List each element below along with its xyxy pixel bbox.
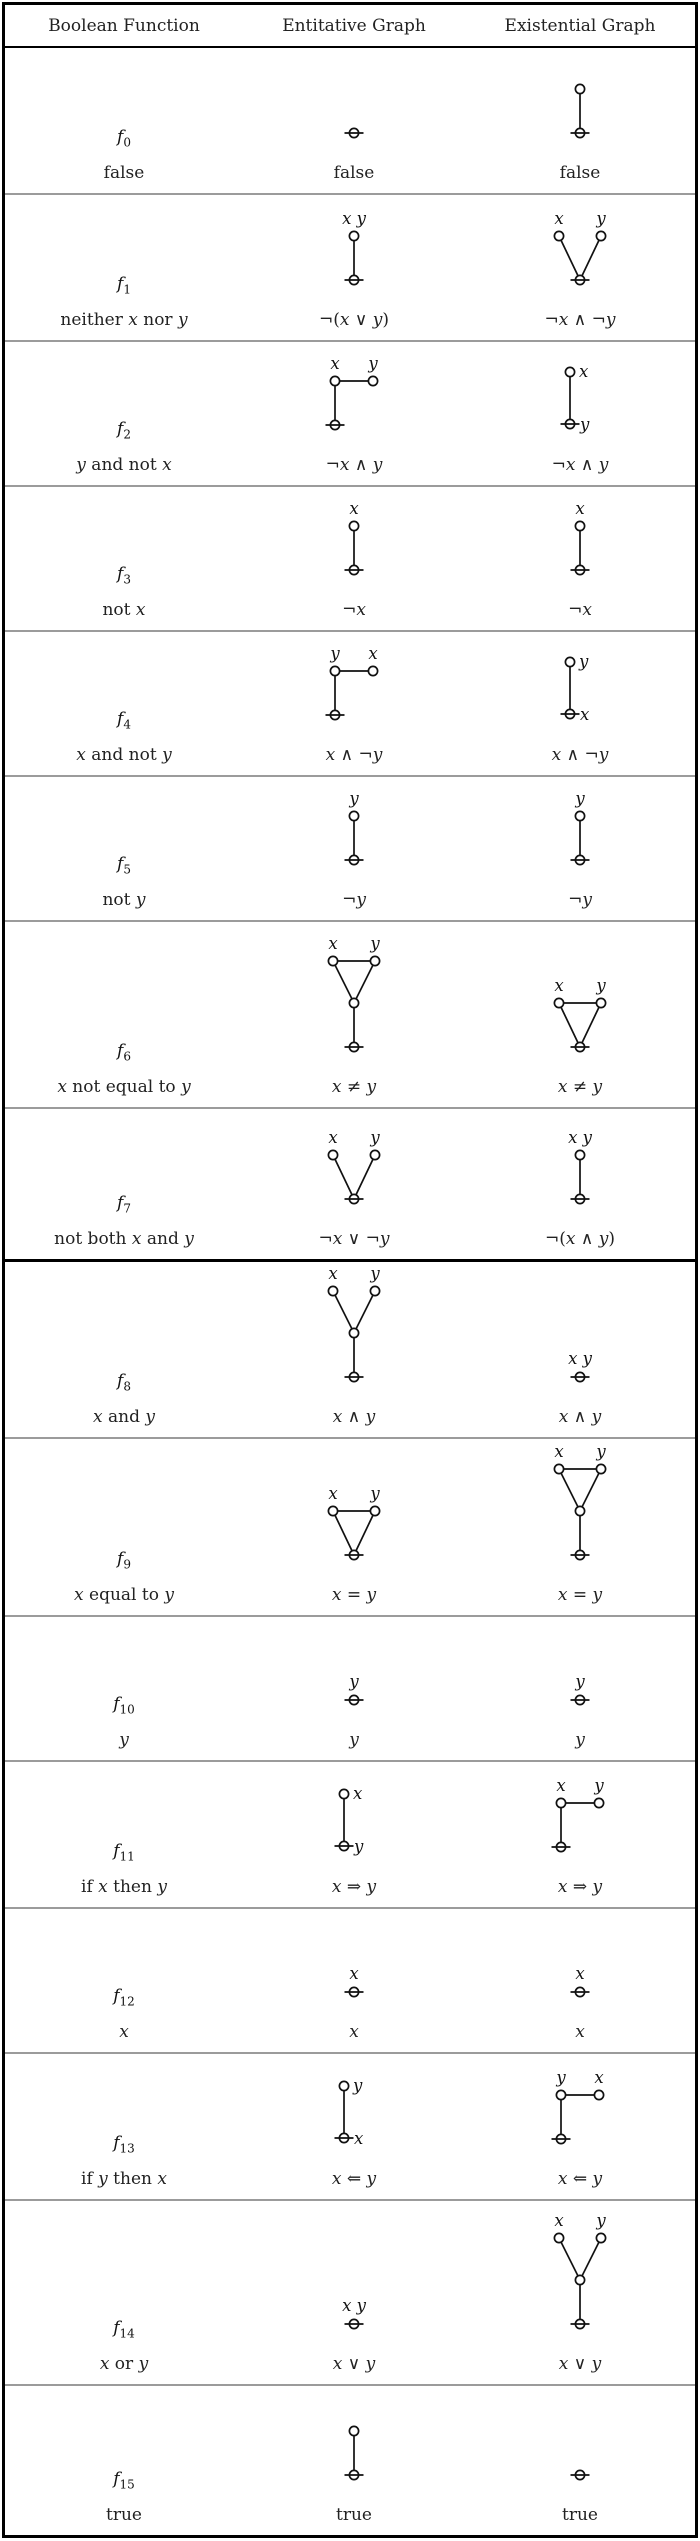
existential-cell <box>465 1109 695 1259</box>
entitative-cell <box>243 2201 465 2384</box>
function-description: y and not x <box>76 455 172 475</box>
function-cell <box>5 1439 243 1615</box>
entitative-formula: x ∨ y <box>332 2354 376 2374</box>
circle-node <box>328 956 337 965</box>
circle-node <box>575 1506 584 1515</box>
entitative-cell <box>243 777 465 920</box>
existential-formula: x = y <box>557 1585 603 1605</box>
entitative-formula: x ⇒ y <box>331 1877 377 1897</box>
table-row <box>5 775 695 920</box>
entitative-formula: x <box>349 2022 359 2042</box>
entitative-graph-diagram <box>311 1266 397 1389</box>
existential-cell <box>465 1909 695 2052</box>
existential-formula: y <box>575 1730 585 1750</box>
function-description: not x <box>102 600 146 620</box>
circle-node <box>328 1286 337 1295</box>
existential-cell <box>465 1262 695 1437</box>
function-cell <box>5 2386 243 2535</box>
circle-node <box>370 1150 379 1159</box>
variable-label: x <box>554 1444 564 1461</box>
function-name: $f_8$ <box>117 1371 131 1394</box>
function-description: x and y <box>93 1407 155 1427</box>
function-name: $f_{12}$ <box>113 1986 135 2009</box>
variable-label: y <box>354 1837 364 1856</box>
variable-label: y <box>349 791 359 808</box>
circle-node <box>565 367 574 376</box>
entitative-graph-diagram <box>332 2298 376 2336</box>
variable-label: x <box>554 211 564 228</box>
existential-graph-diagram <box>562 78 598 145</box>
variable-label: x <box>328 1130 338 1147</box>
existential-graph-diagram <box>537 211 623 292</box>
entitative-cell <box>243 1262 465 1437</box>
circle-node <box>349 231 358 240</box>
entitative-formula: false <box>333 163 375 183</box>
variable-label: y <box>368 356 378 373</box>
existential-cell <box>465 48 695 193</box>
entitative-formula: x ≠ y <box>331 1077 377 1097</box>
table-row <box>5 48 695 193</box>
function-cell <box>5 1909 243 2052</box>
function-description: x or y <box>99 2354 149 2374</box>
table-row <box>5 193 695 340</box>
existential-graph-diagram <box>558 1130 602 1211</box>
circle-node <box>330 376 339 385</box>
entitative-graph-diagram <box>336 122 372 145</box>
function-cell <box>5 1109 243 1259</box>
existential-formula: x <box>575 2022 585 2042</box>
entitative-graph-diagram <box>330 1782 378 1859</box>
entitative-cell <box>243 1762 465 1907</box>
table-row <box>5 2384 695 2535</box>
circle-node <box>556 1798 565 1807</box>
existential-formula: x ⇒ y <box>557 1877 603 1897</box>
variable-label: x <box>328 1486 338 1503</box>
function-name: $f_3$ <box>117 564 131 587</box>
variable-label: x <box>368 646 378 663</box>
function-description: x not equal to y <box>57 1077 191 1097</box>
entitative-formula: ¬x ∧ y <box>325 455 383 475</box>
entitative-formula: x = y <box>331 1585 377 1605</box>
existential-formula: false <box>559 163 601 183</box>
function-description: neither x nor y <box>60 310 188 330</box>
variable-label: x <box>579 362 589 381</box>
function-cell <box>5 487 243 630</box>
variable-label: y <box>596 1444 606 1461</box>
circle-node <box>349 521 358 530</box>
circle-node <box>565 657 574 666</box>
variable-label: y <box>575 1674 585 1691</box>
function-description: if x then y <box>81 1877 167 1897</box>
existential-graph-diagram <box>558 1351 602 1389</box>
existential-graph-diagram <box>562 2464 598 2487</box>
function-cell <box>5 632 243 775</box>
entitative-formula: ¬(x ∨ y) <box>319 310 389 330</box>
existential-graph-diagram <box>556 360 604 437</box>
function-name: $f_0$ <box>117 127 131 150</box>
existential-formula: x ≠ y <box>557 1077 603 1097</box>
variable-label: x <box>353 1784 363 1803</box>
variable-label: y <box>594 1778 604 1795</box>
entitative-graph-diagram <box>311 1486 397 1567</box>
circle-node <box>328 1506 337 1515</box>
function-description: if y then x <box>81 2169 167 2189</box>
header-existential-graph: Existential Graph <box>504 15 656 36</box>
entitative-graph-diagram <box>311 1130 397 1211</box>
circle-node <box>370 1506 379 1515</box>
entitative-formula: x ⇐ y <box>331 2169 377 2189</box>
function-name: $f_4$ <box>117 709 131 732</box>
existential-formula: ¬x <box>568 600 592 620</box>
existential-formula: ¬y <box>568 890 592 910</box>
existential-graph-diagram <box>556 650 604 727</box>
circle-node <box>339 2081 348 2090</box>
variable-label: y <box>596 211 606 228</box>
function-name: $f_9$ <box>117 1549 131 1572</box>
table-row <box>5 1907 695 2052</box>
existential-formula: x ∧ ¬y <box>551 745 609 765</box>
circle-node <box>575 811 584 820</box>
table-row <box>5 1760 695 1907</box>
table-row <box>5 1615 695 1760</box>
function-name: $f_{11}$ <box>113 1841 135 1864</box>
table-row <box>5 1107 695 1259</box>
boolean-function-graph-table <box>2 2 698 2538</box>
entitative-formula: y <box>349 1730 359 1750</box>
entitative-formula: ¬x <box>342 600 366 620</box>
function-cell <box>5 922 243 1107</box>
function-cell <box>5 777 243 920</box>
existential-graph-diagram <box>541 2070 619 2151</box>
existential-formula: ¬(x ∧ y) <box>545 1229 615 1249</box>
variable-label: x <box>328 936 338 953</box>
function-cell <box>5 1762 243 1907</box>
variable-label: y <box>353 2076 363 2095</box>
circle-node <box>368 666 377 675</box>
entitative-cell <box>243 487 465 630</box>
entitative-cell <box>243 195 465 340</box>
entitative-cell <box>243 2386 465 2535</box>
existential-cell <box>465 2386 695 2535</box>
entitative-formula: ¬y <box>342 890 366 910</box>
entitative-graph-diagram <box>315 356 393 437</box>
variable-label: x <box>349 1966 359 1983</box>
circle-node <box>594 1798 603 1807</box>
circle-node <box>368 376 377 385</box>
existential-cell <box>465 777 695 920</box>
function-cell <box>5 48 243 193</box>
existential-formula: true <box>562 2505 598 2525</box>
entitative-graph-diagram <box>311 936 397 1059</box>
existential-cell <box>465 632 695 775</box>
table-header <box>5 5 695 48</box>
entitative-graph-diagram <box>336 501 372 582</box>
existential-cell <box>465 2054 695 2199</box>
table-body <box>5 48 695 2535</box>
circle-node <box>349 1328 358 1337</box>
function-description: false <box>103 163 145 183</box>
variable-label: x <box>554 978 564 995</box>
existential-graph-diagram <box>558 1674 602 1712</box>
circle-node <box>575 2275 584 2284</box>
function-description: not both x and y <box>54 1229 194 1249</box>
function-name: $f_5$ <box>117 854 131 877</box>
circle-node <box>556 2090 565 2099</box>
existential-cell <box>465 342 695 485</box>
circle-node <box>575 84 584 93</box>
function-cell <box>5 2054 243 2199</box>
circle-node <box>370 956 379 965</box>
existential-graph-diagram <box>562 791 598 872</box>
entitative-graph-diagram <box>332 1966 376 2004</box>
table-row <box>5 630 695 775</box>
entitative-graph-diagram <box>336 791 372 872</box>
variable-label: x <box>575 501 585 518</box>
variable-label: x <box>580 705 590 724</box>
entitative-cell <box>243 342 465 485</box>
variable-label: x <box>354 2129 364 2148</box>
variable-label: y <box>596 978 606 995</box>
existential-formula: x ∨ y <box>558 2354 602 2374</box>
variable-label: y <box>580 415 590 434</box>
function-cell <box>5 2201 243 2384</box>
function-description: true <box>106 2505 142 2525</box>
entitative-formula: true <box>336 2505 372 2525</box>
function-name: $f_{13}$ <box>113 2133 135 2156</box>
circle-node <box>596 998 605 1007</box>
circle-node <box>554 2233 563 2242</box>
entitative-cell <box>243 632 465 775</box>
variable-label: x <box>330 356 340 373</box>
entitative-graph-diagram <box>315 646 393 727</box>
circle-node <box>328 1150 337 1159</box>
existential-graph-diagram <box>537 1444 623 1567</box>
entitative-formula: ¬x ∨ ¬y <box>318 1229 390 1249</box>
circle-node <box>596 231 605 240</box>
variable-label: x y <box>342 2298 366 2315</box>
entitative-graph-diagram <box>336 2420 372 2487</box>
function-name: $f_7$ <box>117 1193 131 1216</box>
entitative-cell <box>243 48 465 193</box>
existential-cell <box>465 922 695 1107</box>
existential-cell <box>465 1439 695 1615</box>
existential-formula: x ⇐ y <box>557 2169 603 2189</box>
function-name: $f_6$ <box>117 1041 131 1064</box>
existential-formula: ¬x ∧ ¬y <box>544 310 616 330</box>
variable-label: y <box>575 791 585 808</box>
circle-node <box>554 998 563 1007</box>
existential-graph-diagram <box>562 501 598 582</box>
variable-label: y <box>579 652 589 671</box>
existential-cell <box>465 2201 695 2384</box>
existential-formula: x ∧ y <box>558 1407 602 1427</box>
circle-node <box>575 521 584 530</box>
entitative-cell <box>243 2054 465 2199</box>
circle-node <box>575 1150 584 1159</box>
circle-node <box>596 1464 605 1473</box>
header-entitative-graph: Entitative Graph <box>282 15 426 36</box>
header-boolean-function: Boolean Function <box>48 15 200 36</box>
circle-node <box>554 1464 563 1473</box>
entitative-cell <box>243 1617 465 1760</box>
table-row <box>5 1437 695 1615</box>
variable-label: x y <box>568 1130 592 1147</box>
variable-label: y <box>330 646 340 663</box>
entitative-cell <box>243 922 465 1107</box>
function-name: $f_2$ <box>117 419 131 442</box>
variable-label: y <box>556 2070 566 2087</box>
function-name: $f_{14}$ <box>113 2318 135 2341</box>
entitative-graph-diagram <box>330 2074 378 2151</box>
existential-graph-diagram <box>541 1778 619 1859</box>
function-description: x and not y <box>76 745 172 765</box>
circle-node <box>370 1286 379 1295</box>
circle-node <box>349 998 358 1007</box>
function-name: $f_{15}$ <box>113 2469 135 2492</box>
circle-node <box>339 1789 348 1798</box>
table-row <box>5 485 695 630</box>
existential-cell <box>465 487 695 630</box>
variable-label: x <box>575 1966 585 1983</box>
entitative-cell <box>243 1439 465 1615</box>
function-description: y <box>119 1730 129 1750</box>
variable-label: x y <box>568 1351 592 1368</box>
table-row <box>5 340 695 485</box>
variable-label: y <box>596 2213 606 2230</box>
entitative-graph-diagram <box>332 211 376 292</box>
function-cell <box>5 195 243 340</box>
entitative-graph-diagram <box>332 1674 376 1712</box>
existential-graph-diagram <box>537 2213 623 2336</box>
variable-label: x <box>328 1266 338 1283</box>
function-description: x <box>119 2022 129 2042</box>
variable-label: x <box>594 2070 604 2087</box>
function-cell <box>5 1617 243 1760</box>
function-name: $f_{10}$ <box>113 1694 135 1717</box>
function-cell <box>5 342 243 485</box>
variable-label: x <box>554 2213 564 2230</box>
circle-node <box>349 811 358 820</box>
entitative-formula: x ∧ y <box>332 1407 376 1427</box>
table-row <box>5 2052 695 2199</box>
existential-graph-diagram <box>558 1966 602 2004</box>
entitative-formula: x ∧ ¬y <box>325 745 383 765</box>
table-row <box>5 2199 695 2384</box>
table-row <box>5 920 695 1107</box>
entitative-cell <box>243 1909 465 2052</box>
circle-node <box>594 2090 603 2099</box>
variable-label: x <box>349 501 359 518</box>
function-description: x equal to y <box>74 1585 174 1605</box>
variable-label: x y <box>342 211 366 228</box>
existential-cell <box>465 1762 695 1907</box>
variable-label: y <box>349 1674 359 1691</box>
circle-node <box>349 2426 358 2435</box>
variable-label: x <box>556 1778 566 1795</box>
existential-cell <box>465 1617 695 1760</box>
circle-node <box>596 2233 605 2242</box>
table-row <box>5 1259 695 1437</box>
existential-cell <box>465 195 695 340</box>
function-description: not y <box>102 890 146 910</box>
function-name: $f_1$ <box>117 274 131 297</box>
circle-node <box>330 666 339 675</box>
variable-label: y <box>370 1266 380 1283</box>
existential-formula: ¬x ∧ y <box>551 455 609 475</box>
entitative-cell <box>243 1109 465 1259</box>
variable-label: y <box>370 1130 380 1147</box>
variable-label: y <box>370 936 380 953</box>
function-cell <box>5 1262 243 1437</box>
variable-label: y <box>370 1486 380 1503</box>
existential-graph-diagram <box>537 978 623 1059</box>
circle-node <box>554 231 563 240</box>
